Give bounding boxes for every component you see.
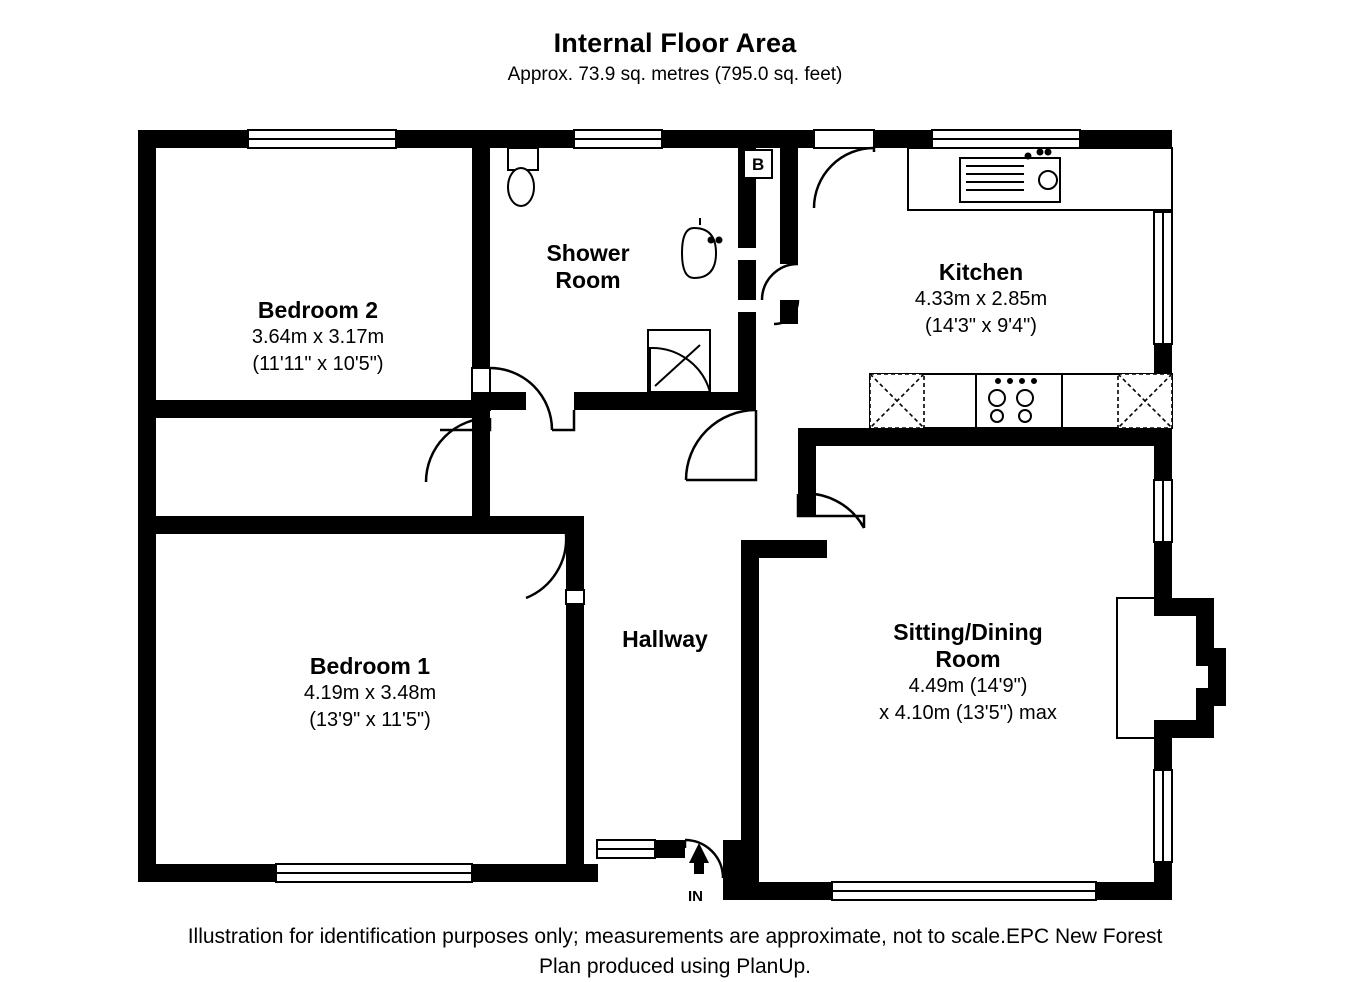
- room-name: Hallway: [622, 626, 708, 652]
- room-dim-metric: 4.19m x 3.48m: [303, 682, 437, 704]
- room-label-bedroom-1: [200, 653, 540, 734]
- room-label-kitchen: [830, 259, 1132, 340]
- room-name-line2: Room: [935, 646, 1001, 672]
- footer-line-1: Illustration for identification purposes only; measurements are approximate, not to scale.EPC New Forest: [187, 925, 1163, 948]
- room-dim-imperial: x 4.10m (13'5") max: [879, 702, 1057, 724]
- room-name: Bedroom 2: [257, 297, 379, 323]
- room-dim-imperial: (14'3" x 9'4"): [925, 315, 1037, 337]
- room-name: Sitting/Dining: [893, 619, 1043, 645]
- room-name: Kitchen: [938, 259, 1024, 285]
- room-name-line2: Room: [555, 267, 621, 293]
- footer-disclaimer: [0, 922, 1350, 982]
- room-label-sitting-dining-room: [812, 619, 1124, 727]
- footer-line-2: Plan produced using PlanUp.: [538, 955, 811, 978]
- page-subtitle: Approx. 73.9 sq. metres (795.0 sq. feet): [507, 64, 843, 85]
- room-label-shower-room: [488, 240, 688, 294]
- room-dim-imperial: (11'11" x 10'5"): [252, 353, 384, 375]
- room-dim-metric: 4.49m (14'9"): [908, 675, 1028, 697]
- room-dim-imperial: (13'9" x 11'5"): [309, 709, 431, 731]
- room-label-bedroom-2: [148, 297, 488, 378]
- entrance-marker-label: IN: [688, 888, 703, 905]
- room-dim-metric: 4.33m x 2.85m: [914, 288, 1048, 310]
- room-name: Shower: [546, 240, 630, 266]
- room-name: Bedroom 1: [309, 653, 431, 679]
- page-title: Internal Floor Area: [553, 28, 797, 58]
- room-dim-metric: 3.64m x 3.17m: [251, 326, 385, 348]
- room-label-hallway: [570, 626, 760, 653]
- boiler-marker-label: B: [752, 155, 765, 174]
